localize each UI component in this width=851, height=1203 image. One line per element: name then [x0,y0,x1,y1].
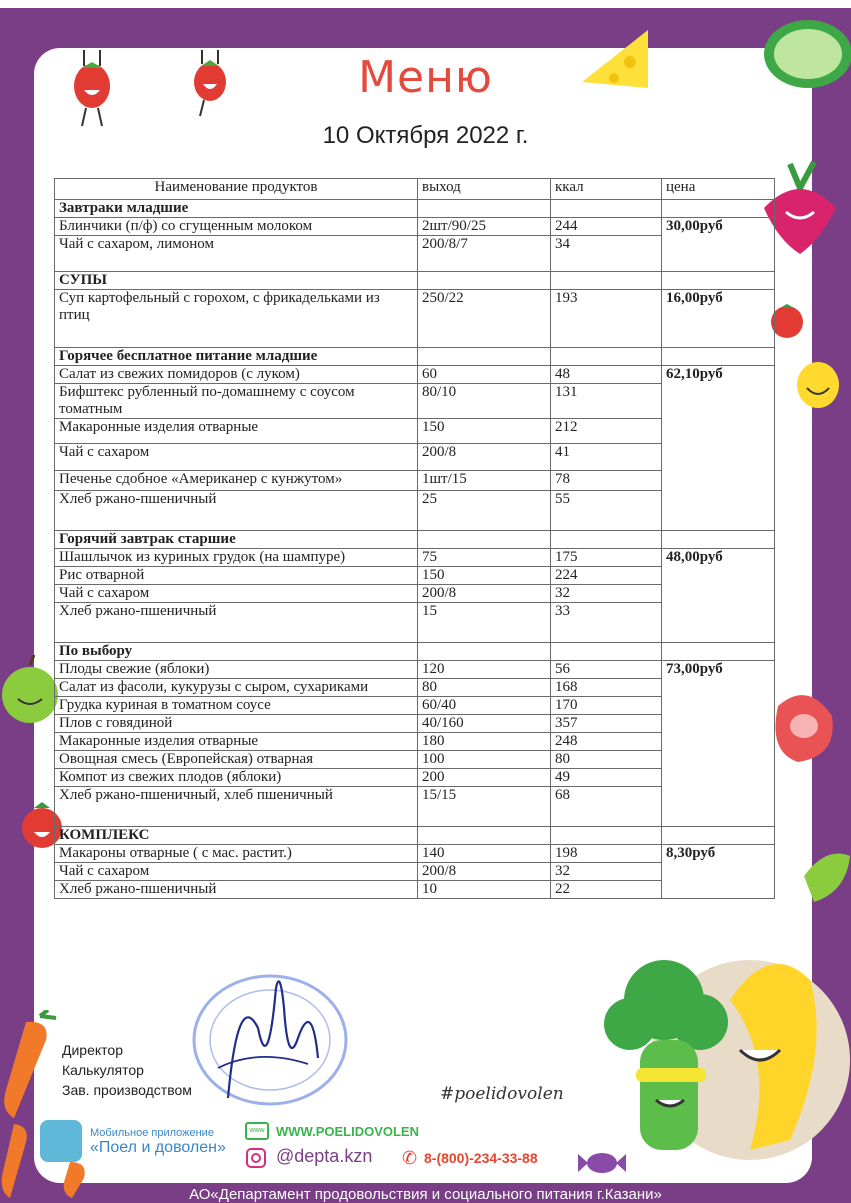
table-row [55,661,775,679]
meat-steak-icon [768,686,838,766]
dish-kcal: 168 [551,679,662,697]
section-price: 16,00руб [662,290,775,348]
section-title: Горячее бесплатное питание младшие [55,348,418,366]
director-label: Директор [62,1042,123,1058]
dish-name: Бифштекс рубленный по-домашнему с соусом томатным [55,384,418,419]
section-price: 73,00руб [662,661,775,827]
column-header-yield: выход [418,179,551,200]
table-row [55,218,775,236]
website-link: WWW.POELIDOVOLEN [276,1124,419,1139]
section-header-row [55,272,775,290]
dish-kcal: 48 [551,366,662,384]
dish-name: Овощная смесь (Европейская) отварная [55,751,418,769]
dish-kcal: 244 [551,218,662,236]
mobile-app-promo [90,1127,240,1157]
section-title: Завтраки младшие [55,200,418,218]
leaf-icon [800,846,851,906]
dish-name: Салат из фасоли, кукурузы с сыром, сухариками [55,679,418,697]
dish-name: Печенье сдобное «Американер с кунжутом» [55,471,418,491]
dish-yield: 150 [418,567,551,585]
dish-kcal: 34 [551,236,662,272]
dish-name: Плоды свежие (яблоки) [55,661,418,679]
organization-footer: АО«Департамент продовольствия и социального питания г.Казани» [189,1186,662,1203]
section-title: СУПЫ [55,272,418,290]
production-head-label: Зав. производством [62,1082,192,1098]
dish-kcal: 55 [551,491,662,531]
dish-yield: 200 [418,769,551,787]
dish-kcal: 224 [551,567,662,585]
dish-yield: 200/8 [418,863,551,881]
smiley-fruit-icon [795,360,841,410]
dish-name: Хлеб ржано-пшеничный [55,881,418,899]
dish-name: Грудка куриная в томатном соусе [55,697,418,715]
section-header-row [55,348,775,366]
dish-kcal: 22 [551,881,662,899]
dish-kcal: 248 [551,733,662,751]
dish-name: Чай с сахаром [55,585,418,603]
dish-yield: 120 [418,661,551,679]
frame-top-strip [0,0,851,8]
dish-name: Плов с говядиной [55,715,418,733]
column-header-price: цена [662,179,775,200]
dish-kcal: 80 [551,751,662,769]
dish-yield: 75 [418,549,551,567]
dish-yield: 100 [418,751,551,769]
dish-yield: 200/8 [418,444,551,471]
dish-kcal: 56 [551,661,662,679]
dish-name: Рис отварной [55,567,418,585]
dish-yield: 200/8 [418,585,551,603]
dish-name: Хлеб ржано-пшеничный, хлеб пшеничный [55,787,418,827]
table-row [55,366,775,384]
dish-kcal: 198 [551,845,662,863]
signature-block [62,1040,192,1100]
menu-table [54,178,775,899]
dish-kcal: 68 [551,787,662,827]
table-row [55,549,775,567]
table-row [55,290,775,348]
dish-yield: 40/160 [418,715,551,733]
phone-icon: ✆ [402,1148,418,1169]
instagram-handle: @depta.kzn [276,1146,373,1166]
section-header-row [55,200,775,218]
section-price: 48,00руб [662,549,775,643]
instagram-icon [246,1148,266,1168]
dish-name: Шашлычок из куриных грудок (на шампуре) [55,549,418,567]
dish-kcal: 131 [551,384,662,419]
dish-name: Хлеб ржано-пшеничный [55,603,418,643]
dish-yield: 2шт/90/25 [418,218,551,236]
dish-kcal: 357 [551,715,662,733]
dish-yield: 150 [418,419,551,444]
dish-kcal: 32 [551,863,662,881]
table-header-row [55,179,775,200]
dish-kcal: 78 [551,471,662,491]
dish-kcal: 212 [551,419,662,444]
broccoli-banana-mascot-icon [600,940,850,1170]
section-title: Горячий завтрак старшие [55,531,418,549]
dish-name: Суп картофельный с горохом, с фрикадельками из птиц [55,290,418,348]
section-price: 8,30руб [662,845,775,899]
dish-kcal: 49 [551,769,662,787]
dish-kcal: 41 [551,444,662,471]
mobile-app-icon [40,1120,82,1162]
dish-yield: 60/40 [418,697,551,715]
page-title: Меню [358,52,493,103]
dish-yield: 60 [418,366,551,384]
dish-name: Макаронные изделия отварные [55,419,418,444]
dish-name: Чай с сахаром [55,444,418,471]
section-header-row [55,643,775,661]
section-header-row [55,531,775,549]
column-header-kcal: ккал [551,179,662,200]
table-row [55,845,775,863]
hashtag: #poelidovolen [440,1084,564,1104]
dish-kcal: 32 [551,585,662,603]
dish-kcal: 175 [551,549,662,567]
app-caption: Мобильное приложение [90,1127,214,1139]
dish-yield: 250/22 [418,290,551,348]
section-header-row [55,827,775,845]
section-price: 62,10руб [662,366,775,531]
dish-yield: 80 [418,679,551,697]
dish-kcal: 193 [551,290,662,348]
official-stamp-signature [188,968,352,1116]
dish-name: Макаронные изделия отварные [55,733,418,751]
dish-kcal: 170 [551,697,662,715]
dish-name: Хлеб ржано-пшеничный [55,491,418,531]
app-name: «Поел и доволен» [90,1139,226,1156]
dish-yield: 80/10 [418,384,551,419]
calculator-label: Калькулятор [62,1062,144,1078]
web-icon: www [245,1122,269,1140]
dish-yield: 25 [418,491,551,531]
dish-yield: 180 [418,733,551,751]
dish-name: Блинчики (п/ф) со сгущенным молоком [55,218,418,236]
dish-name: Компот из свежих плодов (яблоки) [55,769,418,787]
phone-number: 8-(800)-234-33-88 [424,1150,538,1166]
menu-date: 10 Октября 2022 г. [322,122,529,149]
dish-yield: 15/15 [418,787,551,827]
dish-name: Салат из свежих помидоров (с луком) [55,366,418,384]
carrot-character-icon [0,1010,60,1120]
section-title: КОМПЛЕКС [55,827,418,845]
section-title: По выбору [55,643,418,661]
dish-yield: 140 [418,845,551,863]
dish-name: Макароны отварные ( с мас. растит.) [55,845,418,863]
dish-yield: 10 [418,881,551,899]
section-price: 30,00руб [662,218,775,272]
dish-yield: 200/8/7 [418,236,551,272]
dish-yield: 1шт/15 [418,471,551,491]
dish-kcal: 33 [551,603,662,643]
dish-name: Чай с сахаром [55,863,418,881]
dish-yield: 15 [418,603,551,643]
column-header-name: Наименование продуктов [55,179,418,200]
dish-name: Чай с сахаром, лимоном [55,236,418,272]
candy-icon [574,1148,630,1178]
